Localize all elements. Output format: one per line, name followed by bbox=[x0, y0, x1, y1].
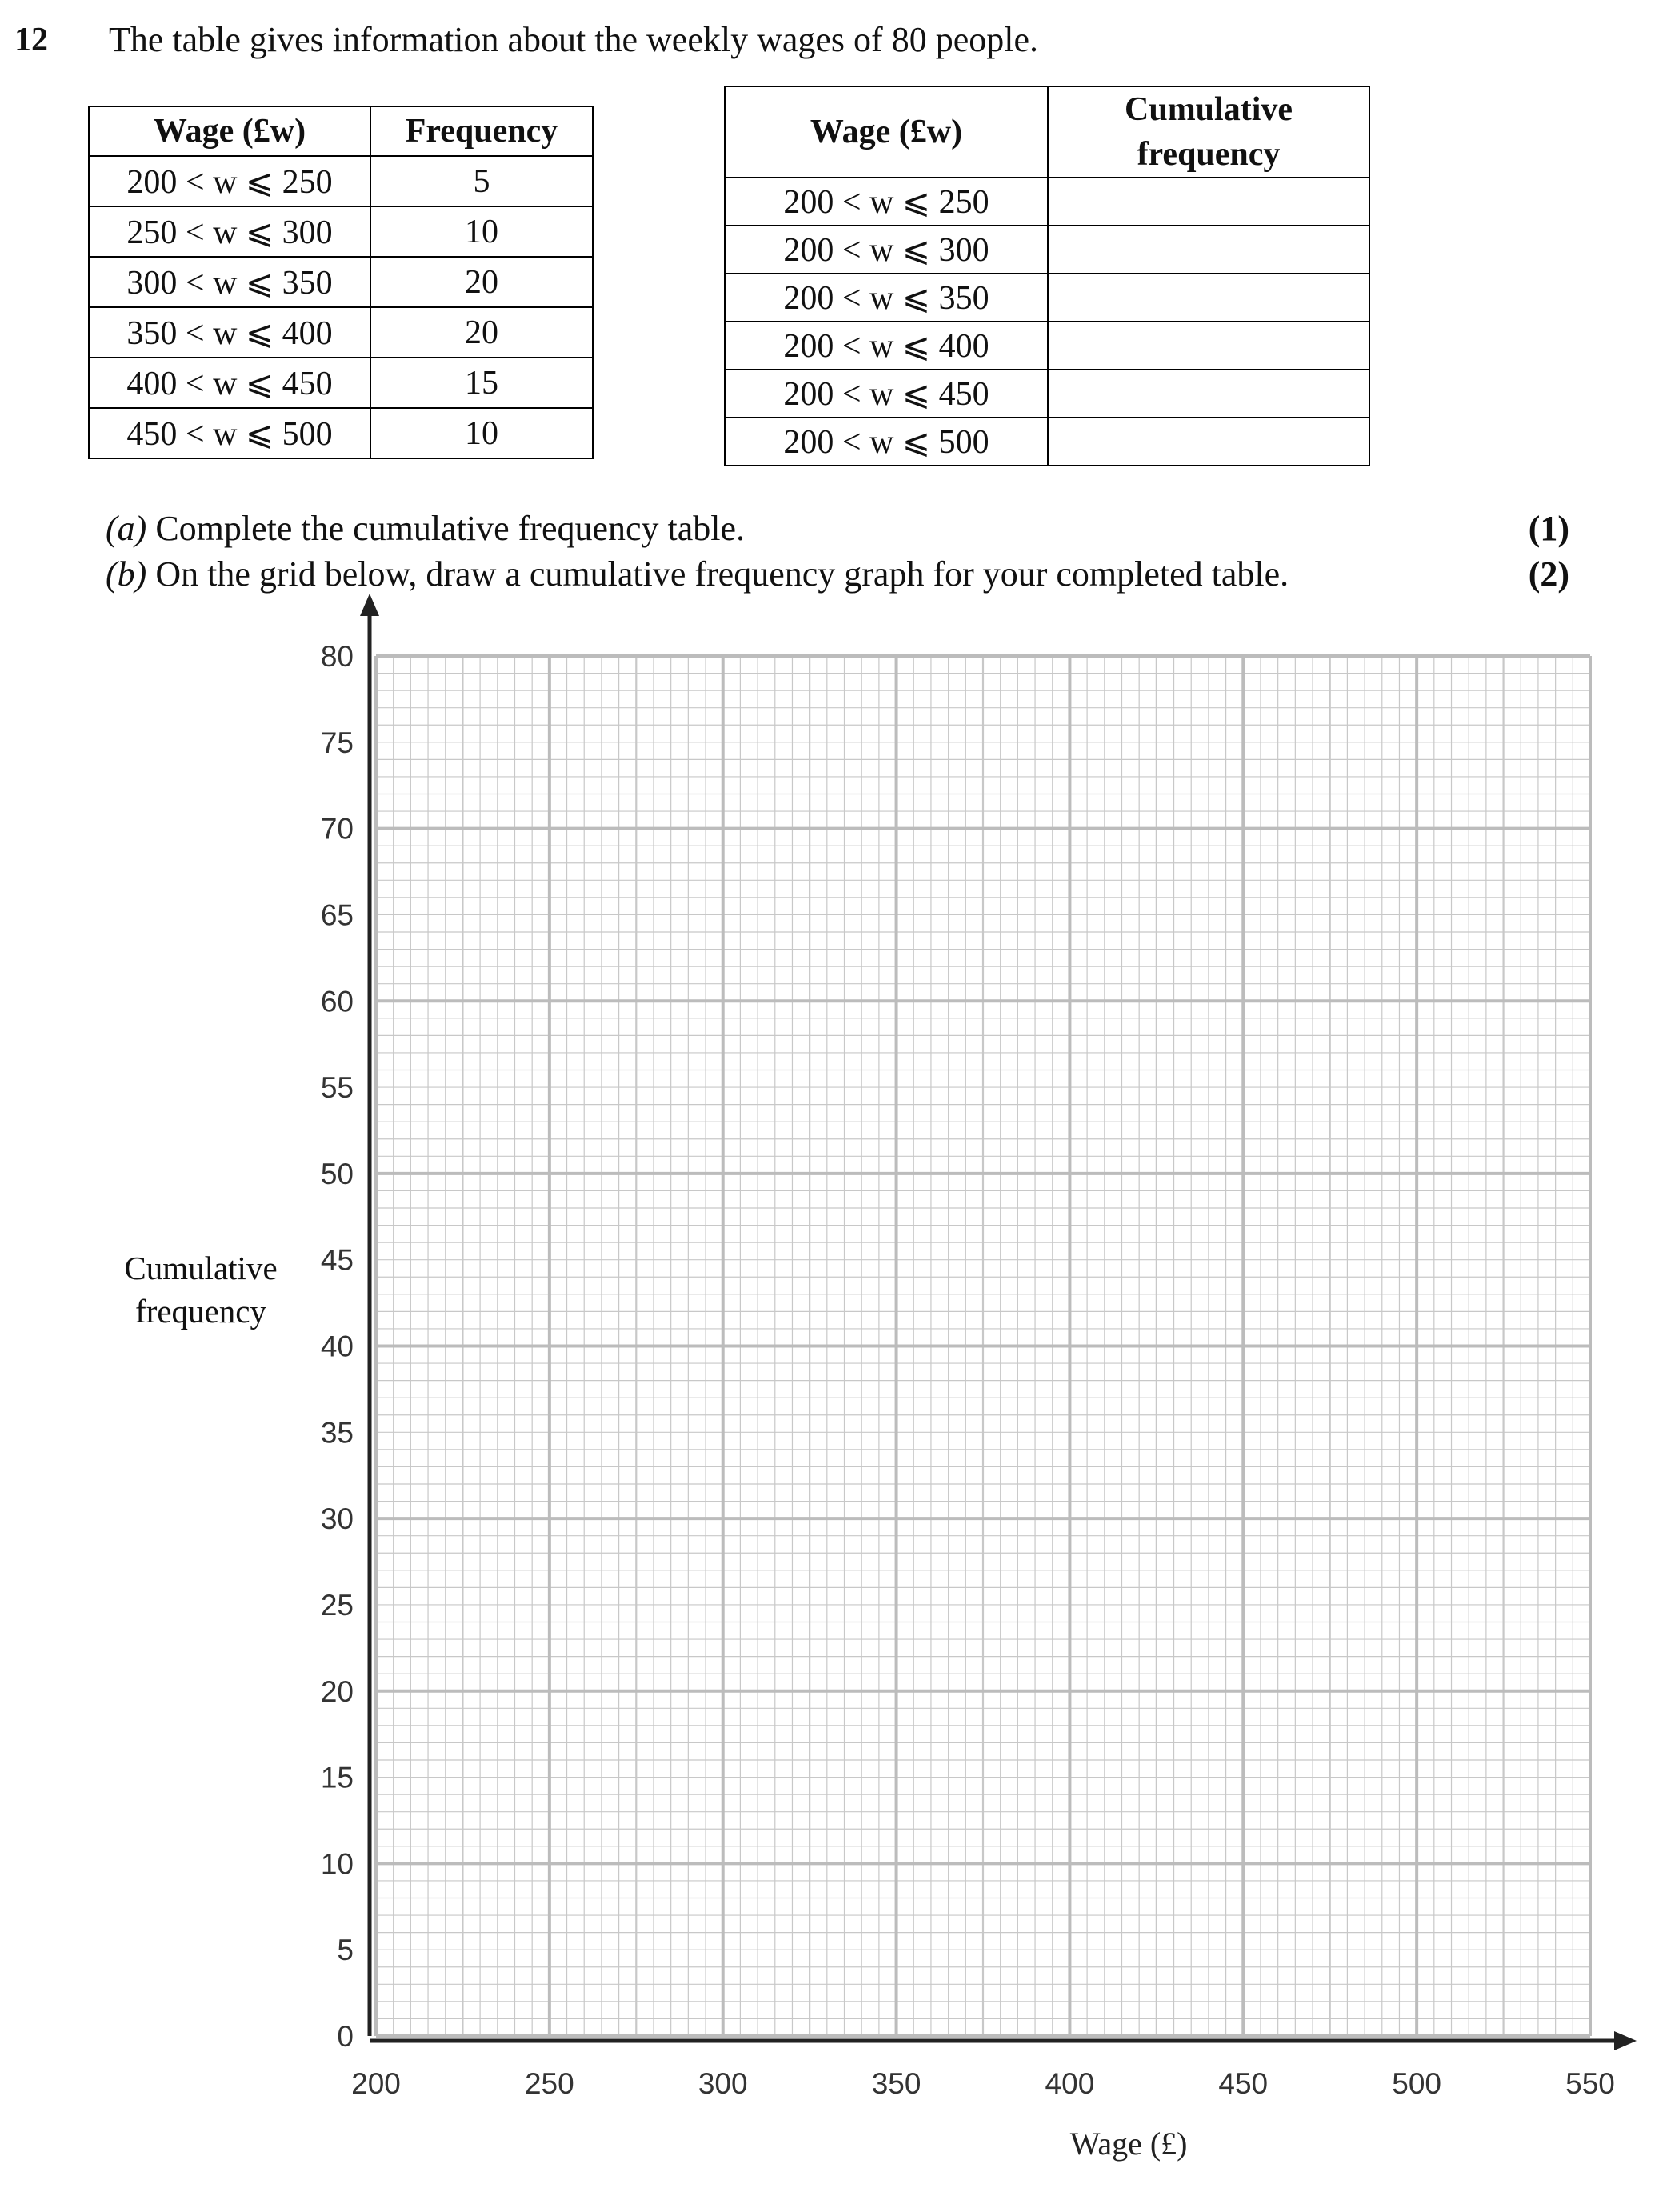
y-axis-arrow-icon bbox=[360, 594, 379, 616]
frequency-cell: 5 bbox=[370, 156, 593, 206]
frequency-cell: 20 bbox=[370, 257, 593, 307]
table-row bbox=[725, 418, 1369, 466]
frequency-cell: 10 bbox=[370, 206, 593, 257]
wage-cell: 200 < w ⩽ 300 bbox=[725, 226, 1048, 274]
y-tick-label: 30 bbox=[320, 1502, 354, 1536]
cumulative-answer-cell[interactable] bbox=[1048, 226, 1369, 274]
table-row bbox=[725, 226, 1369, 274]
cumulative-frequency-table bbox=[724, 86, 1370, 466]
y-tick-label: 15 bbox=[320, 1761, 354, 1794]
x-tick-label: 200 bbox=[351, 2067, 401, 2100]
cumulative-frequency-grid[interactable] bbox=[0, 592, 1671, 2212]
x-axis-arrow-icon bbox=[1614, 2031, 1637, 2050]
table-row bbox=[89, 257, 593, 307]
y-tick-label: 60 bbox=[320, 985, 354, 1018]
table-row bbox=[89, 206, 593, 257]
table-row bbox=[89, 358, 593, 408]
wage-cell: 350 < w ⩽ 400 bbox=[89, 307, 370, 358]
y-tick-label: 65 bbox=[320, 898, 354, 932]
y-tick-label: 75 bbox=[320, 726, 354, 759]
table-row bbox=[725, 274, 1369, 322]
frequency-cell: 10 bbox=[370, 408, 593, 458]
table-row bbox=[725, 178, 1369, 226]
cumulative-answer-cell[interactable] bbox=[1048, 178, 1369, 226]
col-header-frequency: Frequency bbox=[370, 106, 593, 156]
wage-cell: 200 < w ⩽ 350 bbox=[725, 274, 1048, 322]
x-axis-label: Wage (£) bbox=[1069, 2126, 1188, 2162]
table-row bbox=[89, 408, 593, 458]
cumulative-answer-cell[interactable] bbox=[1048, 322, 1369, 370]
part-label: (b) bbox=[106, 554, 147, 594]
part-a bbox=[106, 506, 1569, 551]
y-tick-label: 50 bbox=[320, 1157, 354, 1190]
wage-cell: 200 < w ⩽ 250 bbox=[725, 178, 1048, 226]
question-intro: The table gives information about the weekly wages of 80 people. bbox=[109, 20, 1038, 59]
y-axis-label: Cumulative frequency bbox=[124, 1250, 278, 1330]
wage-cell: 200 < w ⩽ 250 bbox=[89, 156, 370, 206]
y-tick-label: 25 bbox=[320, 1588, 354, 1622]
col-header-wage: Wage (£w) bbox=[89, 106, 370, 156]
part-b bbox=[106, 551, 1569, 597]
frequency-cell: 20 bbox=[370, 307, 593, 358]
question-number: 12 bbox=[14, 22, 48, 58]
wage-cell: 200 < w ⩽ 500 bbox=[725, 418, 1048, 466]
part-text: On the grid below, draw a cumulative frequency graph for your completed table. bbox=[155, 554, 1289, 594]
wage-cell: 250 < w ⩽ 300 bbox=[89, 206, 370, 257]
marks-badge: (1) bbox=[1528, 509, 1569, 548]
table-row bbox=[89, 156, 593, 206]
y-tick-label: 55 bbox=[320, 1071, 354, 1105]
wage-cell: 200 < w ⩽ 450 bbox=[725, 370, 1048, 418]
col-header-cumulative: Cumulative frequency bbox=[1048, 86, 1369, 178]
cumulative-answer-cell[interactable] bbox=[1048, 418, 1369, 466]
cumulative-answer-cell[interactable] bbox=[1048, 274, 1369, 322]
y-tick-label: 5 bbox=[337, 1934, 354, 1967]
x-tick-label: 350 bbox=[871, 2067, 921, 2100]
x-tick-label: 450 bbox=[1218, 2067, 1269, 2100]
wage-cell: 400 < w ⩽ 450 bbox=[89, 358, 370, 408]
y-tick-label: 20 bbox=[320, 1674, 354, 1708]
table-row bbox=[725, 370, 1369, 418]
cumulative-answer-cell[interactable] bbox=[1048, 370, 1369, 418]
x-tick-label: 400 bbox=[1045, 2067, 1095, 2100]
x-tick-label: 550 bbox=[1565, 2067, 1615, 2100]
y-tick-label: 45 bbox=[320, 1243, 354, 1277]
col-header-wage: Wage (£w) bbox=[725, 86, 1048, 178]
y-tick-label: 10 bbox=[320, 1847, 354, 1881]
part-label: (a) bbox=[106, 509, 147, 548]
x-tick-label: 300 bbox=[698, 2067, 748, 2100]
part-text: Complete the cumulative frequency table. bbox=[155, 509, 746, 548]
wage-cell: 450 < w ⩽ 500 bbox=[89, 408, 370, 458]
wage-cell: 200 < w ⩽ 400 bbox=[725, 322, 1048, 370]
y-tick-label: 0 bbox=[337, 2020, 354, 2053]
axes bbox=[360, 594, 1637, 2050]
wage-cell: 300 < w ⩽ 350 bbox=[89, 257, 370, 307]
frequency-table bbox=[88, 106, 594, 459]
y-tick-label: 35 bbox=[320, 1416, 354, 1450]
table-row bbox=[89, 307, 593, 358]
x-tick-label: 500 bbox=[1392, 2067, 1442, 2100]
y-tick-label: 40 bbox=[320, 1330, 354, 1363]
y-tick-label: 80 bbox=[320, 640, 354, 673]
frequency-cell: 15 bbox=[370, 358, 593, 408]
x-tick-label: 250 bbox=[524, 2067, 574, 2100]
marks-badge: (2) bbox=[1528, 554, 1569, 594]
question-parts bbox=[106, 506, 1569, 597]
y-tick-label: 70 bbox=[320, 812, 354, 846]
table-row bbox=[725, 322, 1369, 370]
